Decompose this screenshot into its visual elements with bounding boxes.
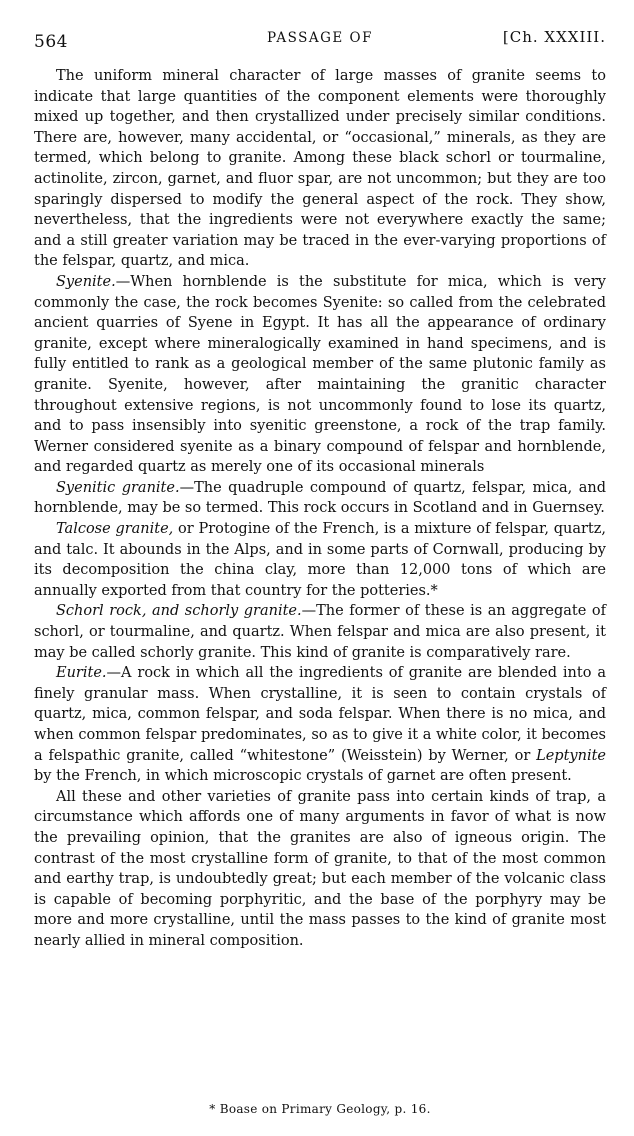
term-heading: Syenite.: [56, 273, 116, 290]
paragraph-text: —The former of these is an aggregate of schorl, or tourmaline, and quartz. When felspar and mica are also present, it may be called schorly granite. This kind of granite is comparatively rare.: [34, 603, 606, 661]
paragraph-text: All these and other varieties of granite pass into certain kinds of trap, a circumstance which affords one of many arguments in favor of what is now the prevailing opinion, that the granites are also of igneous origin. The contrast of the most crystalline form of granite, to that of the most common and earthy trap, is undoubtedly great; but each member of the volcanic class is capable of becoming porphyritic, and the base of the porphyry may be more and more crystalline, until the mass passes to the kind of granite most nearly allied in mineral composition.: [34, 788, 606, 949]
paragraph-text: —When hornblende is the substitute for mica, which is very commonly the case, the rock becomes Syenite: so called from the celebrated ancient quarries of Syene in Egypt. It has all the appearance of ordinary granite, except where mineralogically examined in hand specimens, and is fully entitled to rank as a geological member of the same plutonic family as granite. Syenite, however, after maintaining the granitic character throughout extensive regions, is not uncommonly found to lose its quartz, and to pass insensibly into syenitic greenstone, a rock of the trap family. Werner considered syenite as a binary compound of felspar and hornblende, and regarded quartz as merely one of its occasional minerals: [34, 273, 606, 476]
paragraph-varieties-trap: [34, 787, 606, 952]
term-heading: Eurite.: [56, 665, 107, 682]
term-heading: Schorl rock, and schorly granite.: [56, 603, 302, 620]
running-title: PASSAGE OF: [267, 30, 373, 46]
paragraph-syenite: [34, 272, 606, 478]
term-heading: Syenitic granite.: [56, 479, 180, 496]
running-header: [34, 28, 606, 50]
chapter-reference: [Ch. XXXIII.: [502, 28, 606, 46]
paragraph-text: —A rock in which all the ingredients of granite are blended into a finely granular mass. When crystalline, it is seen to contain crystals of quartz, mica, common felspar, and soda felspar. When there is no mica, and when common felspar predominates, so as to give it a white color, it becomes a felspathic granite, called “whitestone” (Weisstein) by Werner, or: [34, 665, 606, 764]
paragraph-text: or Protogine of the French, is a mixture of felspar, quartz, and talc. It abounds in the Alps, and in some parts of Cornwall, producing by its decomposition the china clay, more than 12,000 tons of which are annually exported from that country for the potteries.*: [34, 521, 606, 599]
paragraph-eurite: [34, 663, 606, 787]
paragraph-text: —The quadruple compound of quartz, felspar, mica, and hornblende, may be so termed. This rock occurs in Scotland and in Guernsey.: [34, 479, 606, 517]
term-leptynite: Leptynite: [536, 747, 606, 764]
paragraph-granite-character: [34, 66, 606, 272]
body-text: [34, 66, 606, 952]
paragraph-syenitic-granite: [34, 478, 606, 519]
footnote: * Boase on Primary Geology, p. 16.: [209, 1102, 431, 1116]
paragraph-talcose-granite: [34, 519, 606, 601]
term-heading: Talcose granite,: [56, 521, 174, 538]
paragraph-text-continued: by the French, in which microscopic crystals of garnet are often present.: [34, 768, 572, 785]
paragraph-schorl-rock: [34, 601, 606, 663]
page-number: 564: [34, 32, 68, 52]
paragraph-text: The uniform mineral character of large masses of granite seems to indicate that large quantities of the component elements were thoroughly mixed up together, and then crystallized under precisely similar conditions. There are, however, many accidental, or “occasional,” minerals, as they are termed, which belong to granite. Among these black schorl or tourmaline, actinolite, zircon, garnet, and fluor spar, are not uncommon; but they are too sparingly dispersed to modify the general aspect of the rock. They show, nevertheless, that the ingredients were not everywhere exactly the same; and a still greater variation may be traced in the ever-varying proportions of the felspar, quartz, and mica.: [34, 68, 606, 270]
